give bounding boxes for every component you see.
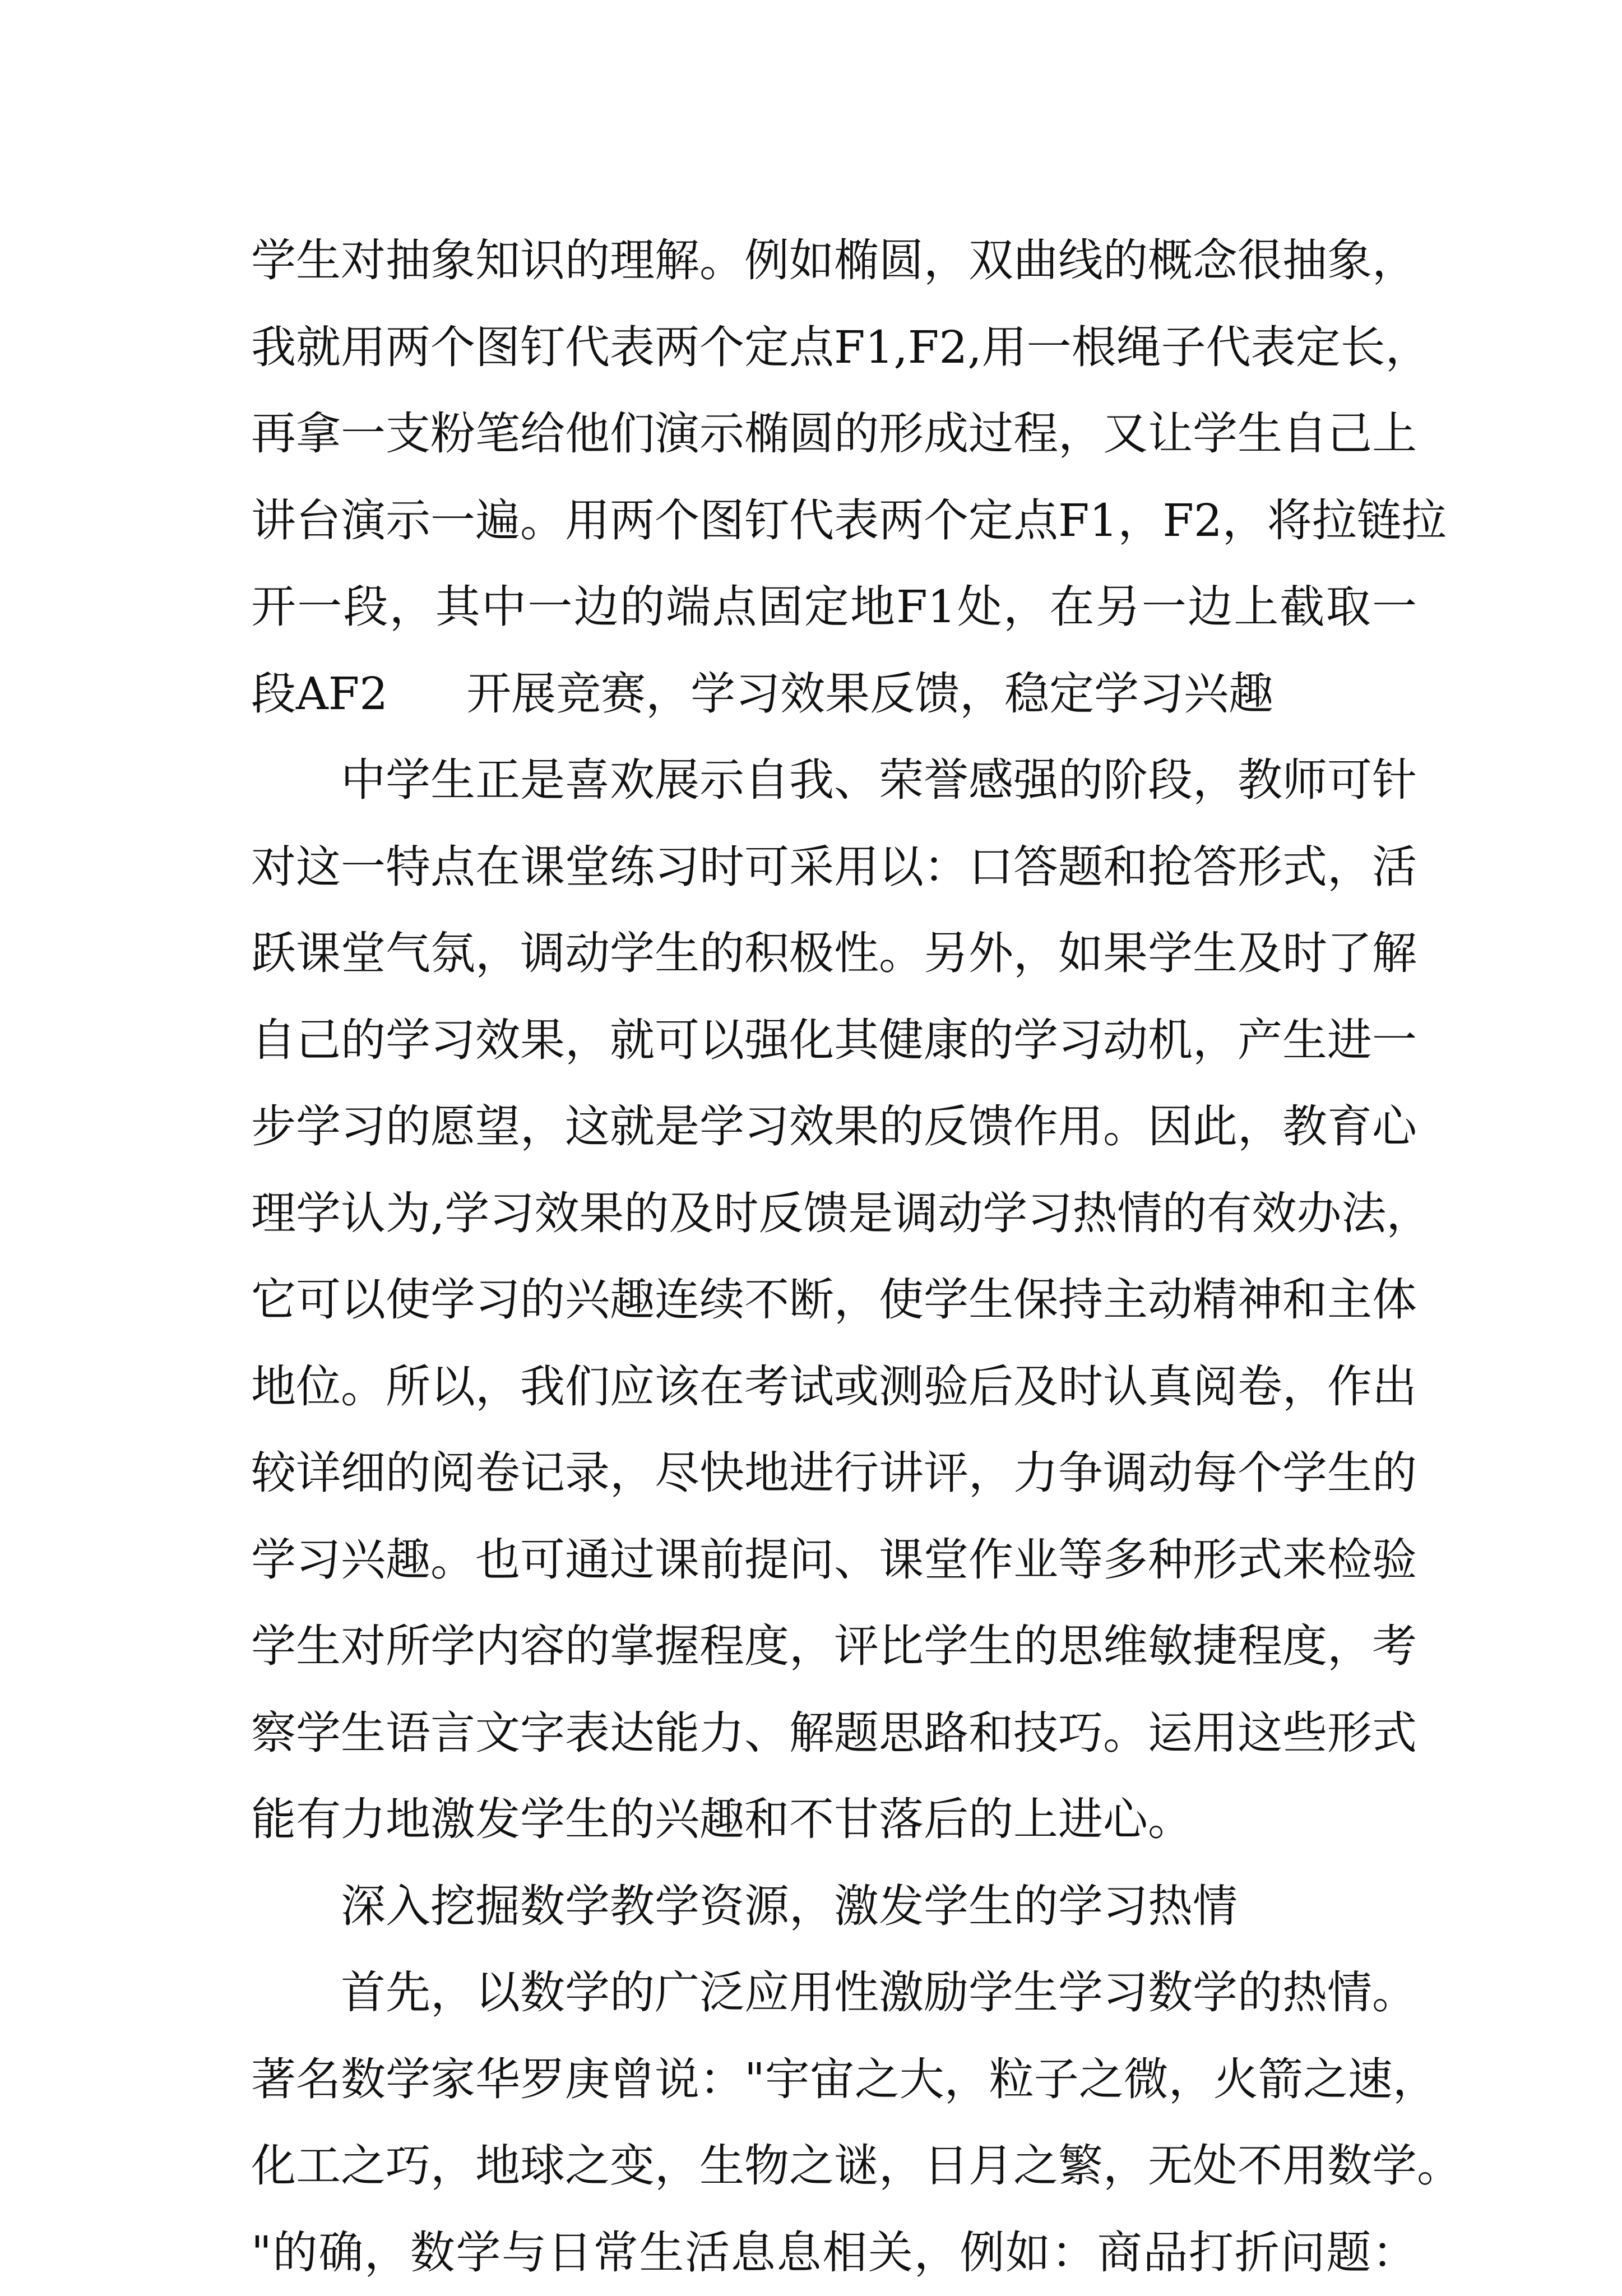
text-line: 我就用两个图钉代表两个定点F1,F2,用一根绳子代表定长， [251, 304, 1417, 391]
text-line: 学生对抽象知识的理解。例如椭圆，双曲线的概念很抽象， [251, 217, 1417, 304]
text-line: 步学习的愿望，这就是学习效果的反馈作用。因此，教育心 [251, 1084, 1417, 1170]
text-line: 学生对所学内容的掌握程度，评比学生的思维敏捷程度，考 [251, 1603, 1417, 1690]
text-line: 学习兴趣。也可通过课前提问、课堂作业等多种形式来检验 [251, 1517, 1417, 1604]
text-line: 跃课堂气氛，调动学生的积极性。另外，如果学生及时了解 [251, 910, 1417, 997]
text-line: 较详细的阅卷记录，尽快地进行讲评，力争调动每个学生的 [251, 1430, 1417, 1517]
body-text [251, 217, 1417, 2296]
text-line [251, 651, 1417, 738]
text-line: 化工之巧，地球之变，生物之谜，日月之繁，无处不用数学。 [251, 2123, 1417, 2210]
text-line: 理学认为,学习效果的及时反馈是调动学习热情的有效办法， [251, 1170, 1417, 1257]
paragraph-first-line: 中学生正是喜欢展示自我、荣誉感强的阶段，教师可针 [251, 737, 1417, 824]
text-line: "的确，数学与日常生活息息相关，例如：商品打折问题： [251, 2210, 1417, 2296]
section-heading: 开展竞赛，学习效果反馈，稳定学习兴趣 [466, 668, 1273, 720]
text-line: 开一段，其中一边的端点固定地F1处，在另一边上截取一 [251, 564, 1417, 651]
text-line: 再拿一支粉笔给他们演示椭圆的形成过程，又让学生自己上 [251, 391, 1417, 478]
text-line: 地位。所以，我们应该在考试或测验后及时认真阅卷，作出 [251, 1344, 1417, 1431]
text-line-fragment: 段AF2 [251, 668, 388, 720]
text-line: 讲台演示一遍。用两个图钉代表两个定点F1，F2，将拉链拉 [251, 478, 1417, 564]
text-line: 著名数学家华罗庚曾说："宇宙之大，粒子之微，火箭之速， [251, 2036, 1417, 2123]
text-line: 自己的学习效果，就可以强化其健康的学习动机，产生进一 [251, 997, 1417, 1084]
text-line: 它可以使学习的兴趣连续不断，使学生保持主动精神和主体 [251, 1257, 1417, 1344]
text-line: 察学生语言文字表达能力、解题思路和技巧。运用这些形式 [251, 1690, 1417, 1777]
paragraph-first-line: 首先，以数学的广泛应用性激励学生学习数学的热情。 [251, 1950, 1417, 2036]
section-heading: 深入挖掘数学教学资源，激发学生的学习热情 [251, 1863, 1417, 1950]
text-line: 对这一特点在课堂练习时可采用以：口答题和抢答形式，活 [251, 824, 1417, 911]
text-line: 能有力地激发学生的兴趣和不甘落后的上进心。 [251, 1776, 1417, 1863]
